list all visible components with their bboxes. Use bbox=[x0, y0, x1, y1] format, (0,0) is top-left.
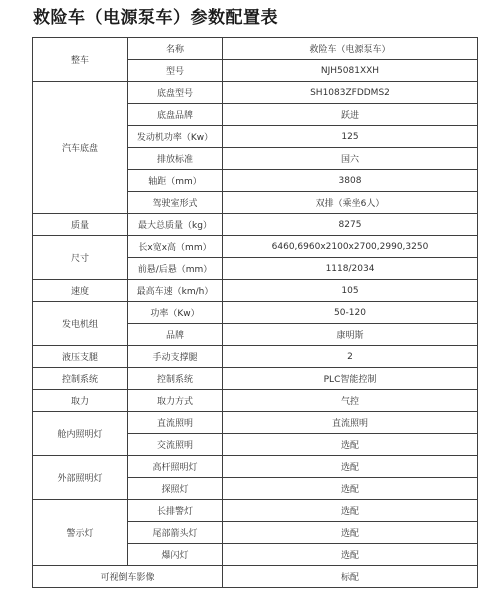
category-cell: 汽车底盘 bbox=[33, 82, 128, 214]
item-cell: 取力方式 bbox=[128, 390, 223, 412]
item-cell: 交流照明 bbox=[128, 434, 223, 456]
category-cell: 速度 bbox=[33, 280, 128, 302]
item-cell: 驾驶室形式 bbox=[128, 192, 223, 214]
item-cell: 轴距（mm） bbox=[128, 170, 223, 192]
item-cell: 控制系统 bbox=[128, 368, 223, 390]
table-row bbox=[33, 214, 478, 236]
category-cell: 质量 bbox=[33, 214, 128, 236]
item-cell: 探照灯 bbox=[128, 478, 223, 500]
category-cell: 尺寸 bbox=[33, 236, 128, 280]
item-cell: 最高车速（km/h） bbox=[128, 280, 223, 302]
value-cell: 直流照明 bbox=[223, 412, 478, 434]
value-cell: 6460,6960x2100x2700,2990,3250 bbox=[223, 236, 478, 258]
item-cell: 底盘品牌 bbox=[128, 104, 223, 126]
category-cell: 取力 bbox=[33, 390, 128, 412]
value-cell: 8275 bbox=[223, 214, 478, 236]
value-cell: 康明斯 bbox=[223, 324, 478, 346]
spec-table bbox=[32, 37, 478, 588]
table-row bbox=[33, 38, 478, 60]
value-cell: 2 bbox=[223, 346, 478, 368]
value-cell: 125 bbox=[223, 126, 478, 148]
item-cell: 长x宽x高（mm） bbox=[128, 236, 223, 258]
item-cell: 发动机功率（Kw） bbox=[128, 126, 223, 148]
value-cell: 标配 bbox=[223, 566, 478, 588]
category-cell: 警示灯 bbox=[33, 500, 128, 566]
table-row bbox=[33, 456, 478, 478]
value-cell: 选配 bbox=[223, 544, 478, 566]
value-cell: 跃进 bbox=[223, 104, 478, 126]
item-cell: 手动支撑腿 bbox=[128, 346, 223, 368]
value-cell: NJH5081XXH bbox=[223, 60, 478, 82]
value-cell: PLC智能控制 bbox=[223, 368, 478, 390]
value-cell: 选配 bbox=[223, 456, 478, 478]
item-cell: 品牌 bbox=[128, 324, 223, 346]
value-cell: 3808 bbox=[223, 170, 478, 192]
item-cell: 高杆照明灯 bbox=[128, 456, 223, 478]
category-cell: 发电机组 bbox=[33, 302, 128, 346]
item-cell: 前悬/后悬（mm） bbox=[128, 258, 223, 280]
table-row bbox=[33, 368, 478, 390]
value-cell: 双排（乘坐6人） bbox=[223, 192, 478, 214]
page-title: 救险车（电源泵车）参数配置表 bbox=[33, 8, 278, 28]
item-cell: 长排警灯 bbox=[128, 500, 223, 522]
value-cell: 选配 bbox=[223, 522, 478, 544]
value-cell: 50-120 bbox=[223, 302, 478, 324]
value-cell: 选配 bbox=[223, 434, 478, 456]
category-cell: 整车 bbox=[33, 38, 128, 82]
category-cell: 控制系统 bbox=[33, 368, 128, 390]
value-cell: 1118/2034 bbox=[223, 258, 478, 280]
value-cell: 国六 bbox=[223, 148, 478, 170]
table-row bbox=[33, 82, 478, 104]
value-cell: 选配 bbox=[223, 478, 478, 500]
table-row bbox=[33, 412, 478, 434]
table-row bbox=[33, 390, 478, 412]
item-cell: 型号 bbox=[128, 60, 223, 82]
table-row bbox=[33, 346, 478, 368]
category-cell: 液压支腿 bbox=[33, 346, 128, 368]
item-cell: 名称 bbox=[128, 38, 223, 60]
item-cell: 排放标准 bbox=[128, 148, 223, 170]
item-cell: 直流照明 bbox=[128, 412, 223, 434]
value-cell: 105 bbox=[223, 280, 478, 302]
table-row bbox=[33, 280, 478, 302]
item-cell: 尾部箭头灯 bbox=[128, 522, 223, 544]
category-cell: 可视倒车影像 bbox=[33, 566, 223, 588]
value-cell: 选配 bbox=[223, 500, 478, 522]
value-cell: 气控 bbox=[223, 390, 478, 412]
value-cell: 救险车（电源泵车） bbox=[223, 38, 478, 60]
item-cell: 爆闪灯 bbox=[128, 544, 223, 566]
item-cell: 最大总质量（kg） bbox=[128, 214, 223, 236]
value-cell: SH1083ZFDDMS2 bbox=[223, 82, 478, 104]
table-row bbox=[33, 302, 478, 324]
table-row bbox=[33, 566, 478, 588]
category-cell: 外部照明灯 bbox=[33, 456, 128, 500]
table-row bbox=[33, 500, 478, 522]
item-cell: 底盘型号 bbox=[128, 82, 223, 104]
table-row bbox=[33, 236, 478, 258]
category-cell: 舱内照明灯 bbox=[33, 412, 128, 456]
item-cell: 功率（Kw） bbox=[128, 302, 223, 324]
